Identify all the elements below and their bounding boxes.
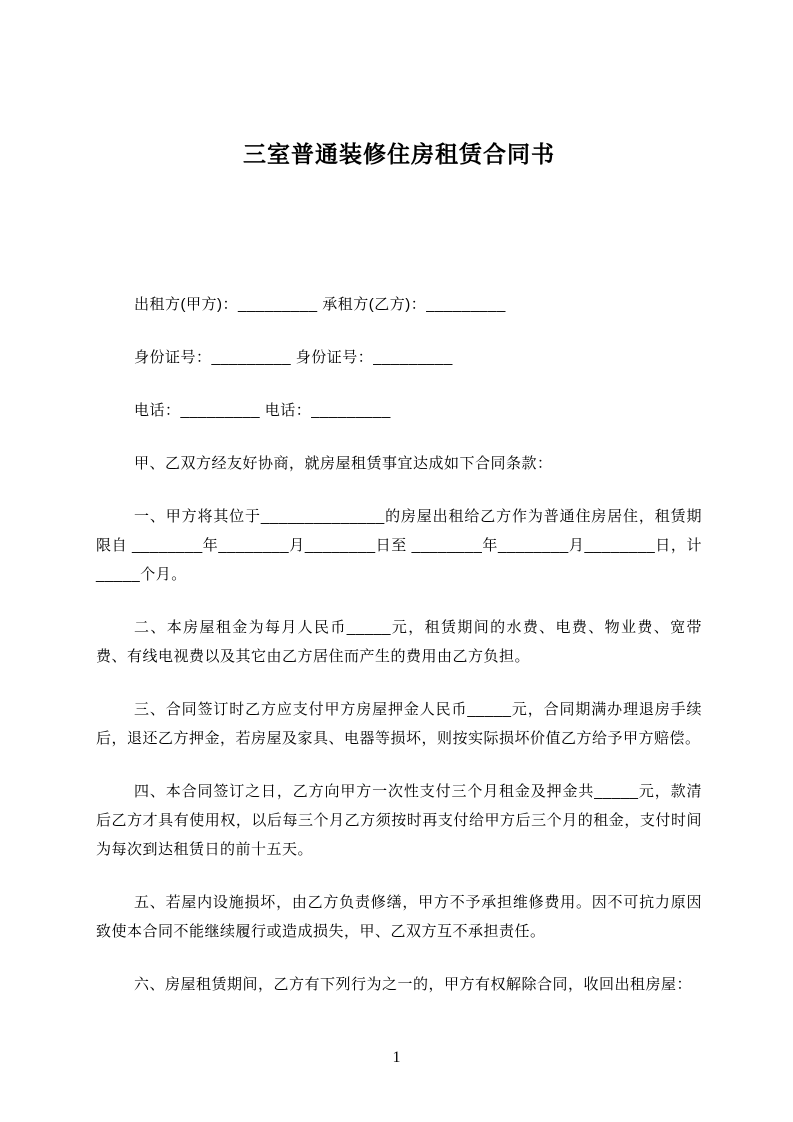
id-numbers-line: 身份证号：_________ 身份证号：_________	[134, 349, 453, 366]
clause-4-paragraph: 四、本合同签订之日，乙方向甲方一次性支付三个月租金及押金共_____元，款清后乙方才具有使用权，以后每三个月乙方须按时再支付给甲方后三个月的租金，支付时间为每次到达租赁日的前十五天。	[96, 783, 702, 858]
preamble-paragraph: 甲、乙双方经友好协商，就房屋租赁事宜达成如下合同条款：	[134, 455, 553, 472]
clause-2-paragraph: 二、本房屋租金为每月人民币_____元，租赁期间的水费、电费、物业费、宽带费、有线电视费以及其它由乙方居住而产生的费用由乙方负担。	[96, 619, 702, 665]
clause-6-paragraph: 六、房屋租赁期间，乙方有下列行为之一的，甲方有权解除合同，收回出租房屋：	[134, 976, 693, 993]
parties-line: 出租方(甲方)：_________ 承租方(乙方)：_________	[134, 296, 506, 313]
clause-5-paragraph: 五、若屋内设施损坏，由乙方负责修缮，甲方不予承担维修费用。因不可抗力原因致使本合同不能继续履行或造成损失，甲、乙双方互不承担责任。	[96, 894, 702, 940]
document-title	[96, 138, 702, 170]
page-number: 1	[392, 1049, 401, 1066]
clause-1-paragraph: 一、甲方将其位于______________的房屋出租给乙方作为普通住房居住，租赁期限自 ________年________月________日至 ________年________月________日，计_____个月。	[96, 508, 702, 583]
document-title-text: 三室普通装修住房租赁合同书	[243, 141, 555, 167]
clause-3-paragraph: 三、合同签订时乙方应支付甲方房屋押金人民币_____元，合同期满办理退房手续后，退还乙方押金，若房屋及家具、电器等损坏，则按实际损坏价值乙方给予甲方赔偿。	[96, 701, 702, 747]
phones-line: 电话：_________ 电话：_________	[134, 402, 391, 419]
